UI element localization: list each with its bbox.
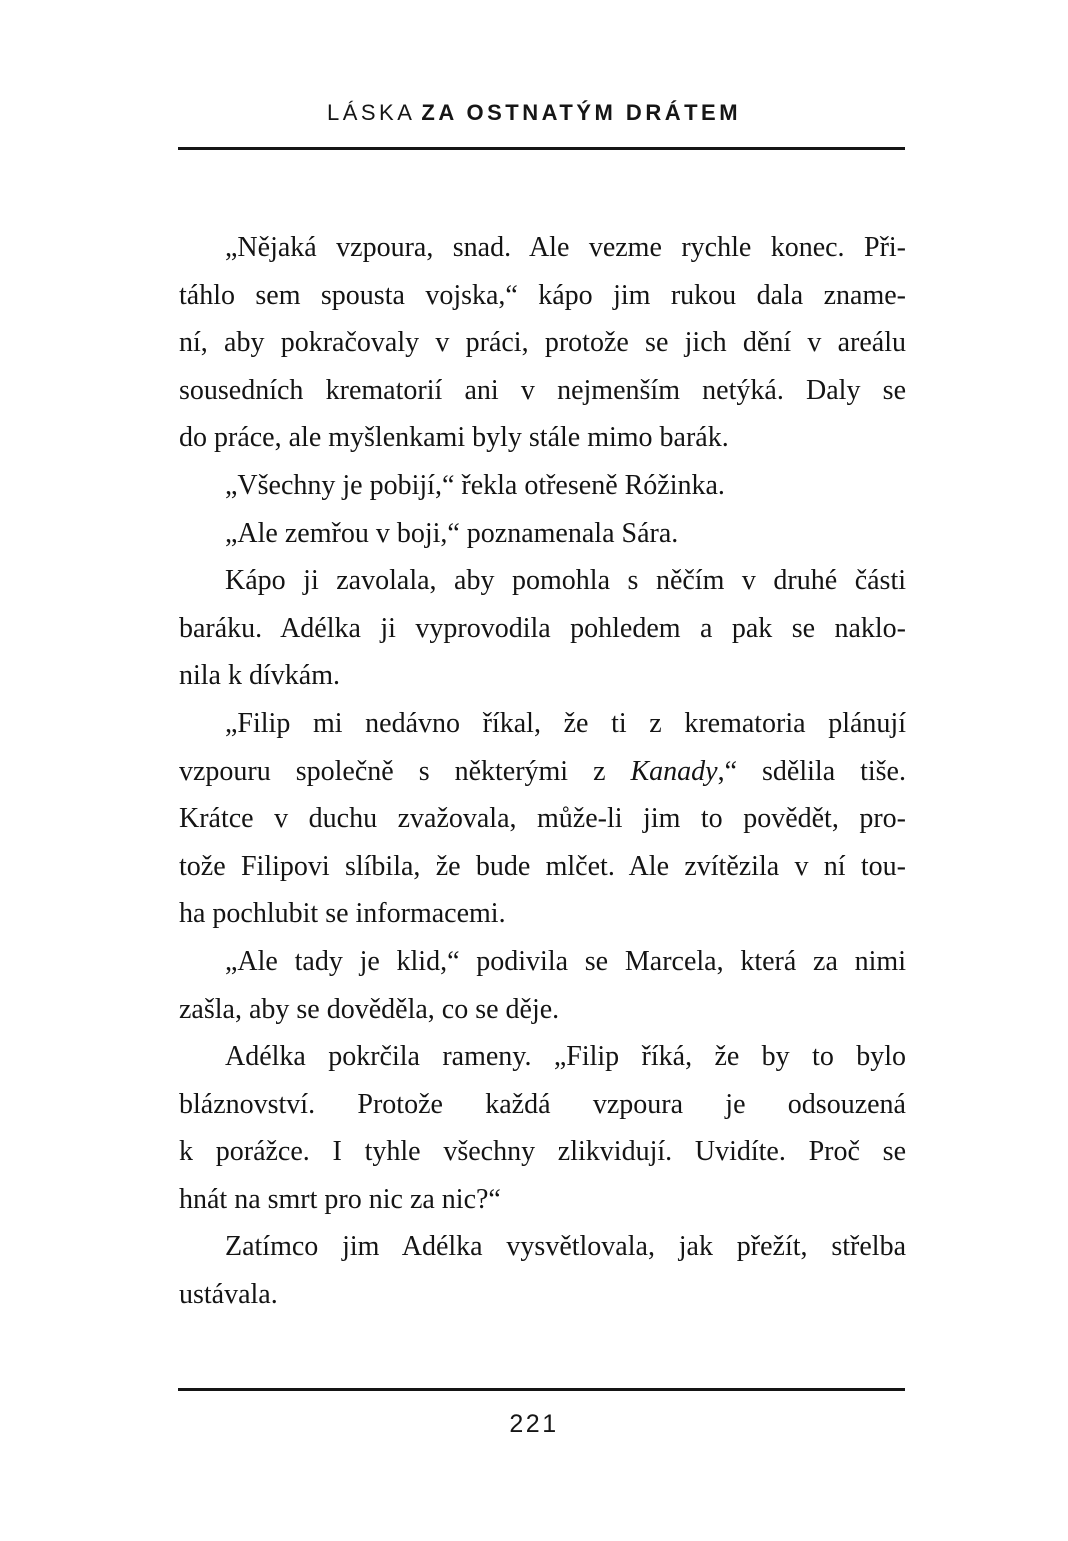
text-line: Adélka pokrčila rameny. „Filip říká, že by to bylo bbox=[225, 1041, 906, 1073]
text-segment: vzpouru společně s některými z bbox=[179, 755, 631, 787]
text-line: „Všechny je pobijí,“ řekla otřeseně Róžinka. bbox=[225, 469, 725, 501]
text-line: ha pochlubit se informacemi. bbox=[179, 898, 506, 930]
running-head bbox=[0, 99, 1068, 127]
book-title-bold: ZA OSTNATÝM DRÁTEM bbox=[421, 100, 742, 125]
text-line: Kápo ji zavolala, aby pomohla s něčím v druhé části bbox=[225, 565, 906, 597]
footer-rule bbox=[178, 1388, 905, 1391]
text-segment-italic: Kanady bbox=[630, 755, 718, 787]
text-line: „Filip mi nedávno říkal, že ti z krematoria plánují bbox=[225, 707, 906, 739]
text-line: ustávala. bbox=[179, 1279, 278, 1311]
page-number: 221 bbox=[509, 1410, 559, 1438]
body-text-block bbox=[179, 224, 906, 1319]
text-line: Krátce v duchu zvažovala, může-li jim to povědět, pro- bbox=[179, 803, 906, 835]
text-line: táhlo sem spousta vojska,“ kápo jim rukou dala zname- bbox=[179, 279, 906, 311]
text-line: tože Filipovi slíbila, že bude mlčet. Ale zvítězila v ní tou- bbox=[179, 850, 906, 882]
text-line: do práce, ale myšlenkami byly stále mimo barák. bbox=[179, 422, 729, 454]
text-line: „Nějaká vzpoura, snad. Ale vezme rychle konec. Při- bbox=[225, 232, 906, 263]
text-line: sousedních krematorií ani v nejmenším netýká. Daly se bbox=[179, 374, 906, 406]
text-line: bláznovství. Protože každá vzpoura je odsouzená bbox=[179, 1088, 906, 1120]
text-line: nila k dívkám. bbox=[179, 660, 340, 692]
text-line: Zatímco jim Adélka vysvětlovala, jak přežít, střelba bbox=[225, 1231, 906, 1263]
book-title-light: LÁSKA bbox=[326, 100, 416, 125]
text-line: zašla, aby se dověděla, co se děje. bbox=[179, 993, 560, 1025]
text-line: baráku. Adélka ji vyprovodila pohledem a pak se naklo- bbox=[179, 612, 906, 644]
header-rule bbox=[178, 147, 905, 150]
text-line bbox=[179, 748, 906, 796]
text-line: hnát na smrt pro nic za nic?“ bbox=[179, 1183, 501, 1215]
text-line: „Ale tady je klid,“ podivila se Marcela, která za nimi bbox=[225, 945, 906, 977]
text-line: k porážce. I tyhle všechny zlikvidují. Uvidíte. Proč se bbox=[179, 1136, 906, 1168]
text-segment: ,“ sdělila tiše. bbox=[717, 755, 906, 787]
text-line: ní, aby pokračovaly v práci, protože se jich dění v areálu bbox=[179, 327, 906, 359]
text-line: „Ale zemřou v boji,“ poznamenala Sára. bbox=[225, 517, 679, 549]
